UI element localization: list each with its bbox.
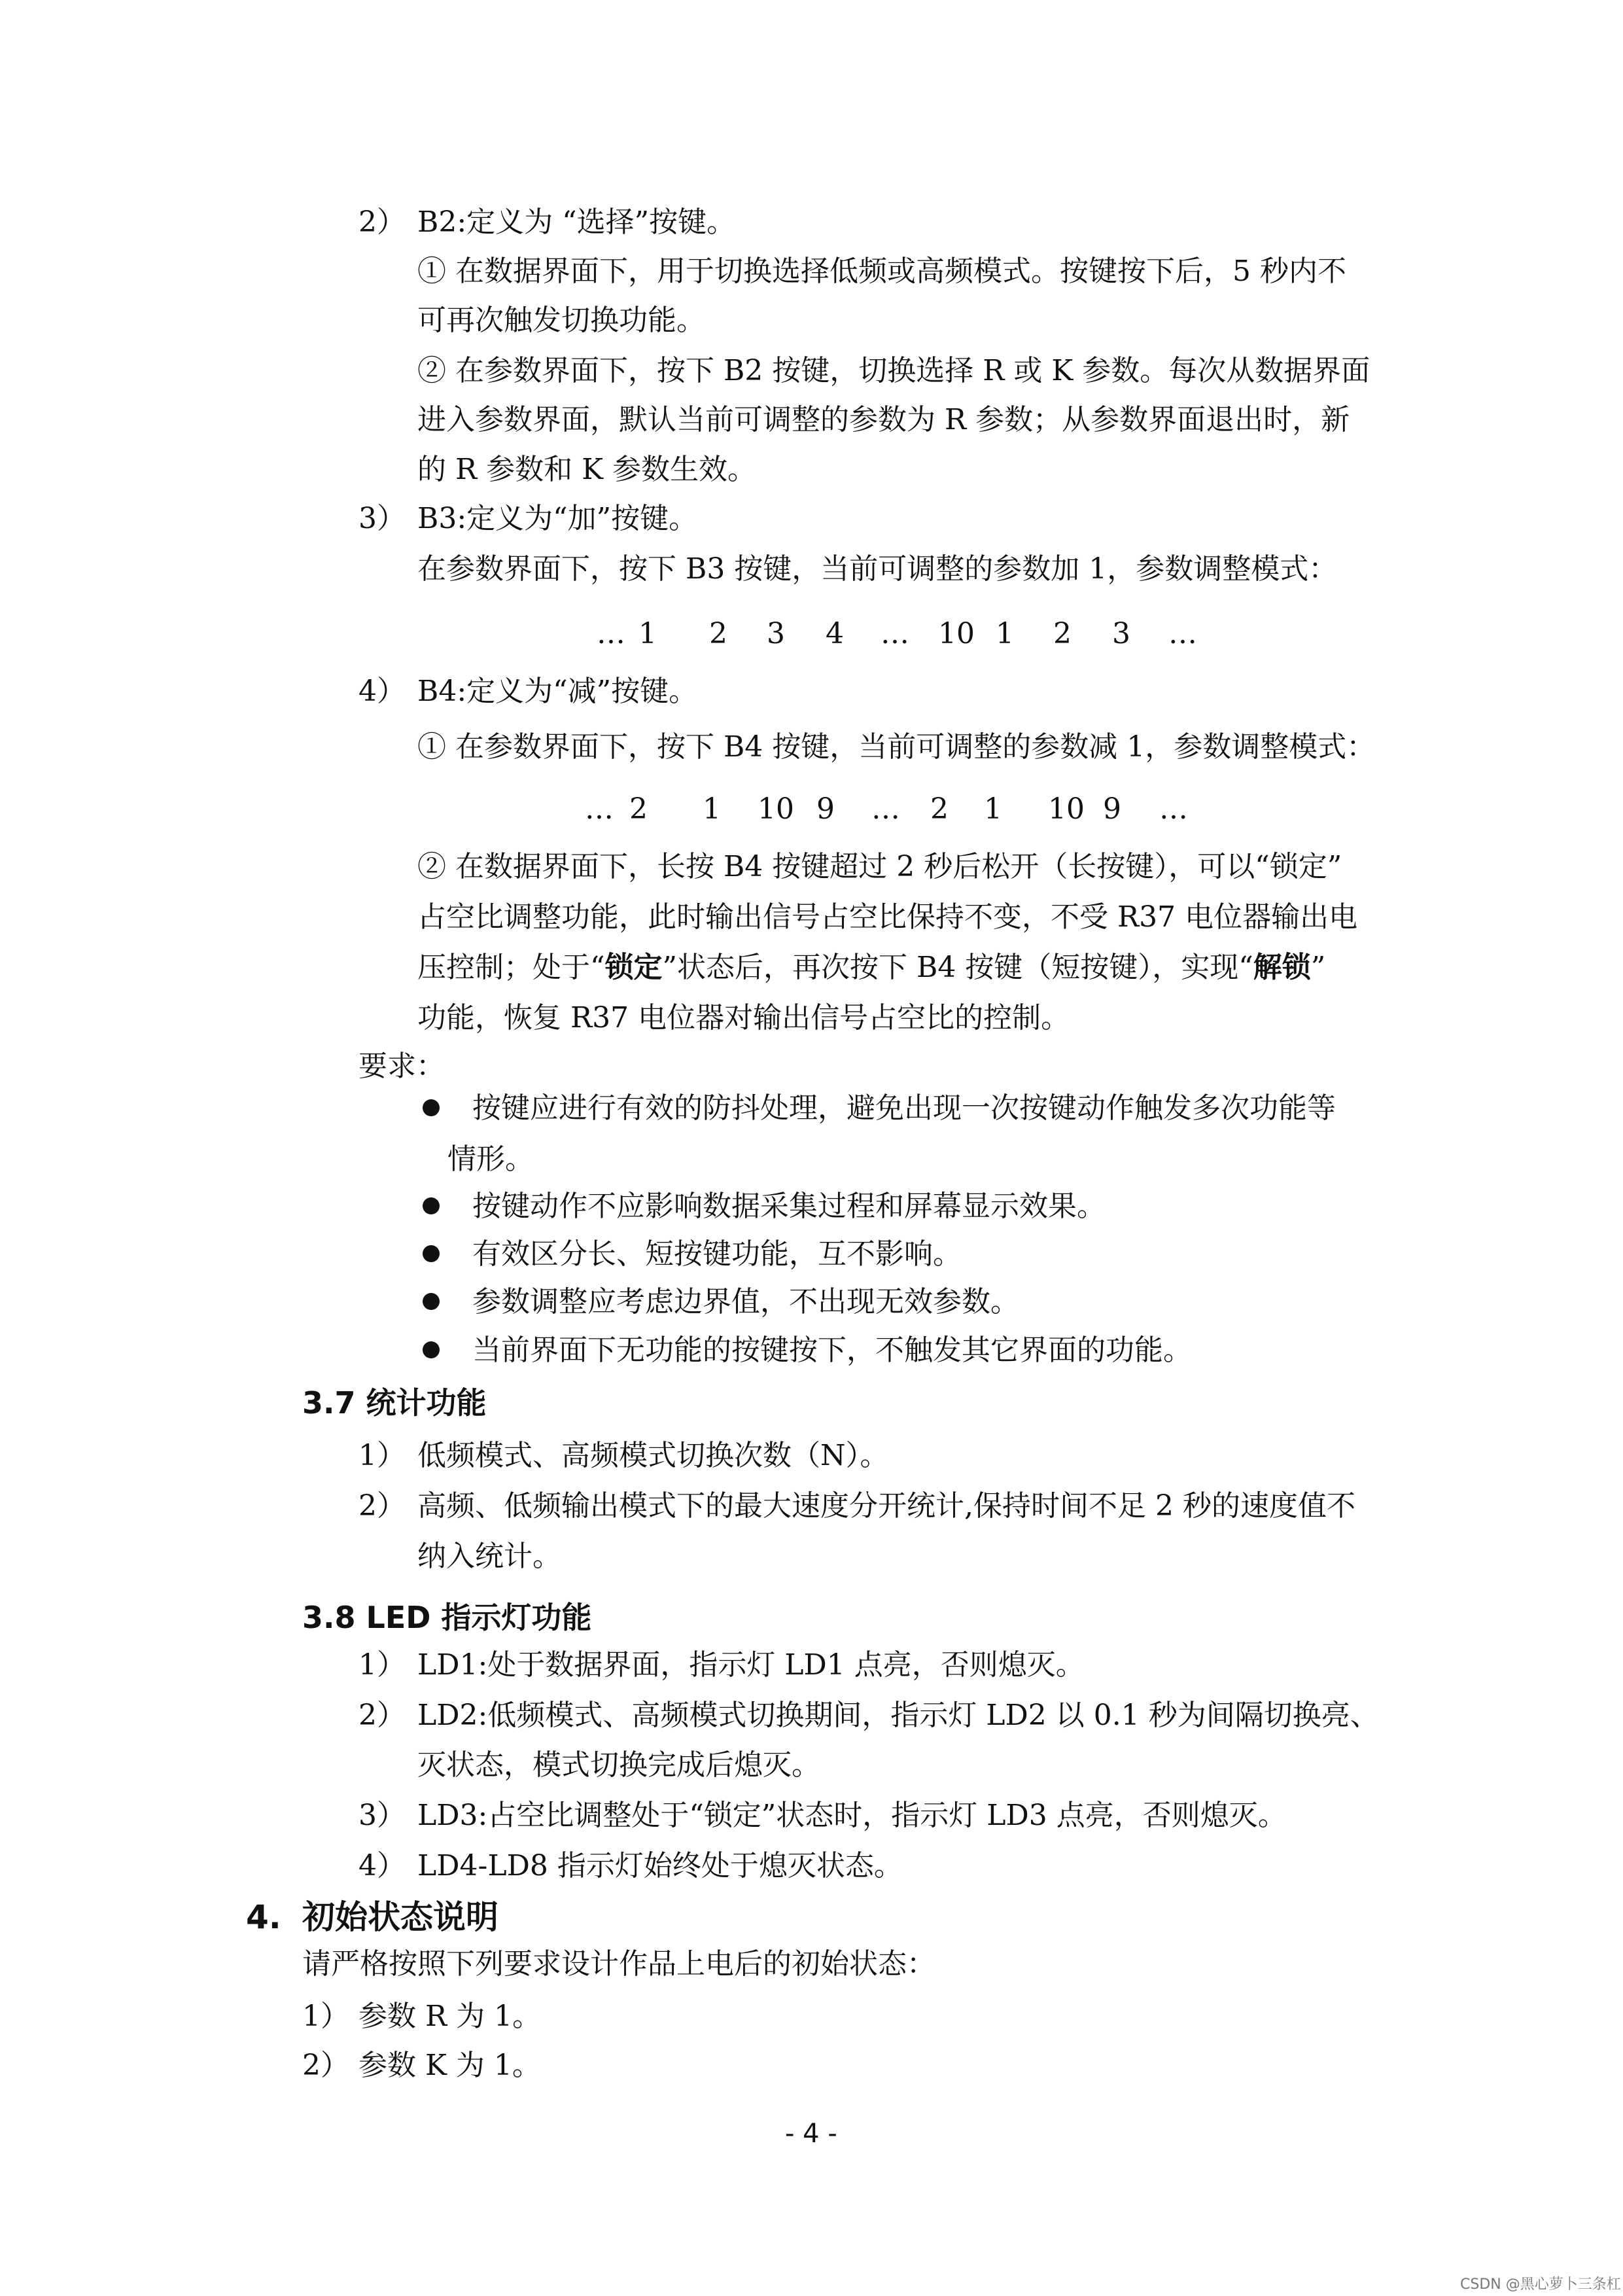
- bold-text: 解锁: [1253, 951, 1311, 984]
- item-number: 4）: [358, 675, 406, 708]
- led-item: LD2:低频模式、高频模式切换期间，指示灯 LD2 以 0.1 秒为间隔切换亮、: [417, 1699, 1379, 1732]
- b4-paragraph-2-line-1: ② 在数据界面下，长按 B4 按键超过 2 秒后松开（长按键），可以“锁定”: [417, 850, 1342, 883]
- sequence-value: 9: [816, 792, 835, 826]
- sequence-value: 1: [638, 617, 657, 650]
- stat-item: 高频、低频输出模式下的最大速度分开统计,保持时间不足 2 秒的速度值不: [417, 1489, 1355, 1523]
- section-heading-4: 初始状态说明: [302, 1898, 498, 1936]
- requirement-item: 按键动作不应影响数据采集过程和屏幕显示效果。: [472, 1190, 1106, 1223]
- b4-paragraph-1: ① 在参数界面下，按下 B4 按键，当前可调整的参数减 1，参数调整模式：: [417, 730, 1376, 764]
- requirement-item: 参数调整应考虑边界值，不出现无效参数。: [472, 1285, 1019, 1318]
- sequence-value: 10: [938, 617, 975, 650]
- item-number: 1）: [358, 1648, 406, 1682]
- sequence-value: 2: [1053, 617, 1072, 650]
- sequence-value: 2: [709, 617, 727, 650]
- b2-paragraph-2-line-3: 的 R 参数和 K 参数生效。: [417, 453, 756, 486]
- initial-state-item: 参数 K 为 1。: [358, 2049, 541, 2082]
- requirement-item: 按键应进行有效的防抖处理，避免出现一次按键动作触发多次功能等: [472, 1091, 1336, 1125]
- b4-paragraph-2-line-2: 占空比调整功能，此时输出信号占空比保持不变，不受 R37 电位器输出电: [417, 900, 1358, 934]
- b3-description: 在参数界面下，按下 B3 按键，当前可调整的参数加 1，参数调整模式：: [417, 552, 1338, 586]
- bullet: [423, 1341, 440, 1358]
- text-run: ”: [1310, 951, 1326, 984]
- sequence-value: …: [1159, 792, 1188, 826]
- bullet: [423, 1099, 440, 1116]
- page-number: - 4 -: [785, 2119, 837, 2149]
- item-number: 2）: [302, 2049, 349, 2082]
- text-run: ”状态后，再次按下 B4 按键（短按键），实现“: [662, 951, 1253, 984]
- led-item-continued: 灭状态，模式切换完成后熄灭。: [417, 1748, 820, 1782]
- b2-paragraph-1-line-1: ① 在数据界面下，用于切换选择低频或高频模式。按键按下后，5 秒内不: [417, 255, 1346, 288]
- item-number: 1）: [358, 1439, 406, 1472]
- item-number: 2）: [358, 1699, 406, 1732]
- led-item: LD4-LD8 指示灯始终处于熄灭状态。: [417, 1849, 903, 1882]
- sequence-value: 4: [826, 617, 844, 650]
- b2-paragraph-1-line-2: 可再次触发切换功能。: [417, 304, 705, 337]
- sequence-value: 3: [767, 617, 785, 650]
- initial-state-item: 参数 R 为 1。: [358, 2000, 542, 2033]
- section-4-intro: 请严格按照下列要求设计作品上电后的初始状态：: [302, 1947, 935, 1981]
- item-number: 3）: [358, 1799, 406, 1832]
- requirement-item: 有效区分长、短按键功能，互不影响。: [472, 1237, 962, 1271]
- sequence-value: 9: [1103, 792, 1121, 826]
- requirement-item-continued: 情形。: [447, 1142, 534, 1176]
- sequence-value: …: [1168, 617, 1197, 650]
- requirements-label: 要求：: [358, 1050, 445, 1083]
- section-number-4: 4.: [246, 1898, 281, 1936]
- b3-title: B3:定义为“加”按键。: [417, 502, 698, 535]
- b2-title: B2:定义为 “选择”按键。: [417, 205, 736, 239]
- sequence-value: …: [585, 792, 614, 826]
- item-number: 4）: [358, 1849, 406, 1882]
- sequence-value: 2: [930, 792, 949, 826]
- sequence-value: …: [871, 792, 900, 826]
- sequence-value: …: [597, 617, 625, 650]
- section-heading-3-8: 3.8 LED 指示灯功能: [302, 1600, 592, 1635]
- watermark: CSDN @黑心萝卜三条杠: [1460, 2276, 1621, 2293]
- sequence-value: …: [881, 617, 909, 650]
- bold-text: 锁定: [604, 951, 663, 984]
- led-item: LD3:占空比调整处于“锁定”状态时，指示灯 LD3 点亮，否则熄灭。: [417, 1799, 1287, 1832]
- sequence-value: 1: [984, 792, 1002, 826]
- b2-paragraph-2-line-1: ② 在参数界面下，按下 B2 按键，切换选择 R 或 K 参数。每次从数据界面: [417, 354, 1370, 387]
- b4-paragraph-2-line-3: [417, 948, 1325, 987]
- bullet: [423, 1245, 440, 1262]
- item-number: 2）: [358, 1489, 406, 1523]
- section-heading-3-7: 3.7 统计功能: [302, 1385, 487, 1421]
- sequence-value: 1: [703, 792, 721, 826]
- stat-item-continued: 纳入统计。: [417, 1540, 561, 1573]
- led-item: LD1:处于数据界面，指示灯 LD1 点亮，否则熄灭。: [417, 1648, 1085, 1682]
- requirement-item: 当前界面下无功能的按键按下，不触发其它界面的功能。: [472, 1333, 1192, 1367]
- sequence-value: 1: [996, 617, 1014, 650]
- item-number: 3）: [358, 502, 406, 535]
- stat-item: 低频模式、高频模式切换次数（N）。: [417, 1439, 889, 1472]
- item-number: 2）: [358, 205, 406, 239]
- b4-title: B4:定义为“减”按键。: [417, 675, 698, 708]
- b2-paragraph-2-line-2: 进入参数界面，默认当前可调整的参数为 R 参数；从参数界面退出时，新: [417, 403, 1350, 436]
- sequence-value: 10: [1048, 792, 1085, 826]
- sequence-value: 3: [1112, 617, 1130, 650]
- sequence-value: 2: [629, 792, 648, 826]
- item-number: 1）: [302, 2000, 349, 2033]
- bullet: [423, 1293, 440, 1310]
- sequence-value: 10: [758, 792, 794, 826]
- bullet: [423, 1197, 440, 1214]
- b4-paragraph-2-line-4: 功能，恢复 R37 电位器对输出信号占空比的控制。: [417, 1001, 1070, 1034]
- text-run: 压控制；处于“: [417, 951, 605, 984]
